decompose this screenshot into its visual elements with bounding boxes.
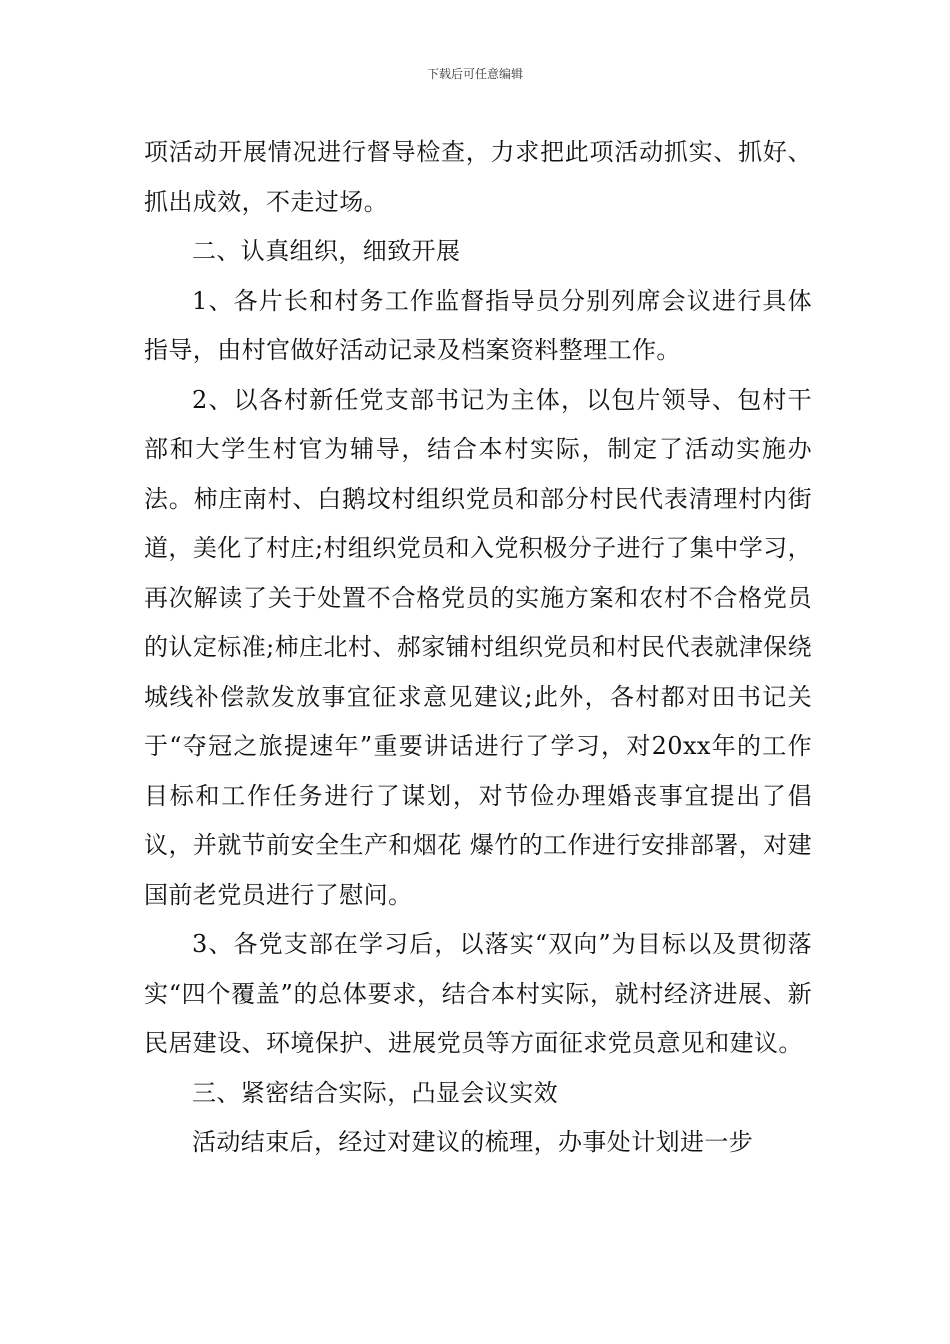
paragraph-continuation: 项活动开展情况进行督导检查，力求把此项活动抓实、抓好、抓出成效，不走过场。 [144,138,812,216]
section-heading-3: 三、紧密结合实际，凸显会议实效 [192,1078,558,1107]
paragraph-closing: 活动结束后，经过对建议的梳理，办事处计划进一步 [192,1128,754,1156]
header-note: 下载后可任意编辑 [426,67,523,81]
paragraph-item-2: 2、以各村新任党支部书记为主体，以包片领导、包村干部和大学生村官为辅导，结合本村实际，制定了活动实施办法。柿庄南村、白鹅坟村组织党员和部分村民代表清理村内街道，美化了村庄;村组织党员和入党积极分子进行了集中学习，再次解读了关于处置不合格党员的实施方案和农村不合格党员的认定标准;柿庄北村、郝家铺村组织党员和村民代表就津保绕城线补偿款发放事宜征求意见建议;此外，各村都对田书记关于“夺冠之旅提速年”重要讲话进行了学习，对20xx年的工作目标和工作任务进行了谋划，对节俭办理婚丧事宜提出了倡议，并就节前安全生产和烟花 爆竹的工作进行安排部署，对建国前老党员进行了慰问。 [144,385,812,909]
section-heading-2: 二、认真组织，细致开展 [192,237,461,265]
document-body [144,128,812,1168]
paragraph-item-3: 3、各党支部在学习后，以落实“双向”为目标以及贯彻落实“四个覆盖”的总体要求，结合本村实际，就村经济进展、新民居建设、环境保护、进展党员等方面征求党员意见和建议。 [144,930,812,1057]
paragraph-item-1: 1、各片长和村务工作监督指导员分别列席会议进行具体指导，由村官做好活动记录及档案资料整理工作。 [144,286,812,364]
